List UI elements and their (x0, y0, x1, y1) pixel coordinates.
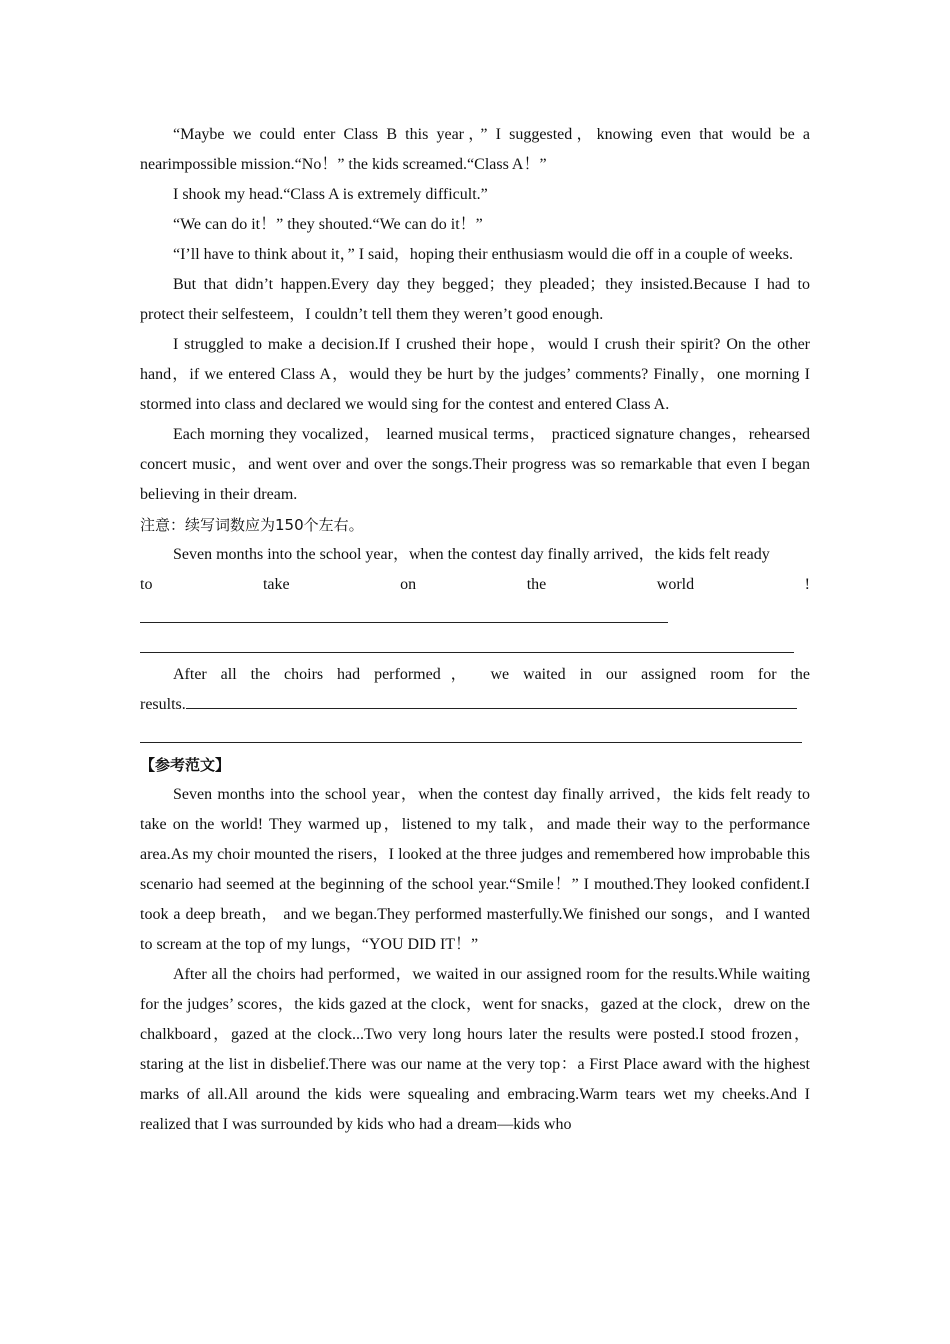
task-paragraph-2-line (140, 690, 810, 720)
task-paragraph-1-start: Seven months into the school year，when the contest day finally arrived，the kids felt ready (173, 546, 770, 563)
writing-blank[interactable] (140, 600, 668, 623)
task-word: world (656, 576, 695, 593)
task-word: take (262, 576, 290, 593)
writing-blank[interactable] (140, 720, 802, 743)
writing-blank[interactable] (140, 630, 794, 653)
reference-heading: 【参考范文】 (140, 756, 231, 774)
writing-line[interactable] (140, 600, 810, 630)
story-paragraph-3: “We can do it！” they shouted.“We can do it！” (173, 216, 483, 233)
story-paragraph-2: I shook my head.“Class A is extremely difficult.” (173, 186, 488, 203)
task-word: the (526, 576, 547, 593)
writing-line[interactable] (140, 630, 810, 660)
reference-paragraph-1: Seven months into the school year，when the contest day finally arrived，the kids felt ready to take on the world! They warmed up，listened to my talk，and made their way to the performance area.As my choir mounted the risers，I looked at the three judges and remembered how improbable this scenario had seemed at the beginning of the school year.“Smile！” I mouthed.They looked confident.I took a deep breath， and we began.They performed masterfully.We finished our songs，and I wanted to scream at the top of my lungs，“YOU DID IT！” (140, 786, 810, 953)
writing-blank[interactable] (186, 690, 797, 709)
word-count-note: 注意：续写词数应为150个左右。 (140, 516, 364, 534)
task-word: ! (804, 576, 810, 593)
reference-paragraph-2: After all the choirs had performed，we waited in our assigned room for the results.While waiting for the judges’ scores，the kids gazed at the clock，went for snacks，gazed at the clock，drew on the chalkboard，gazed at the clock...Two very long hours later the results were posted.I stood frozen，staring at the list in disbelief.There was our name at the very top：a First Place award with the highest marks of all.All around the kids were squealing and embracing.Warm tears wet my cheeks.And I realized that I was surrounded by kids who had a dream—kids who (140, 966, 810, 1133)
task-paragraph-1-words (140, 570, 810, 600)
writing-line[interactable] (140, 720, 810, 750)
story-paragraph-5: But that didn’t happen.Every day they begged；they pleaded；they insisted.Because I had to protect their selfesteem，I couldn’t tell them they weren’t good enough. (140, 276, 810, 323)
story-paragraph-7: Each morning they vocalized， learned musical terms， practiced signature changes，rehearsed concert music，and went over and over the songs.Their progress was so remarkable that even I began believing in their dream. (140, 426, 810, 503)
story-paragraph-6: I struggled to make a decision.If I crushed their hope，would I crush their spirit? On the other hand，if we entered Class A，would they be hurt by the judges’ comments? Finally，one morning I stormed into class and declared we would sing for the contest and entered Class A. (140, 336, 811, 413)
story-paragraph-4: “I’ll have to think about it，” I said，hoping their enthusiasm would die off in a couple of weeks. (173, 246, 794, 263)
task-paragraph-2-start: After all the choirs had performed， we waited in our assigned room for the (173, 666, 810, 683)
task-paragraph-2-end: results. (140, 696, 186, 713)
task-word: on (400, 576, 417, 593)
document-page (140, 120, 810, 1140)
story-paragraph-1: “Maybe we could enter Class B this year，” I suggested，knowing even that would be a nearimpossible mission.“No！” the kids screamed.“Class A！” (140, 126, 810, 173)
task-word: to (140, 576, 153, 593)
